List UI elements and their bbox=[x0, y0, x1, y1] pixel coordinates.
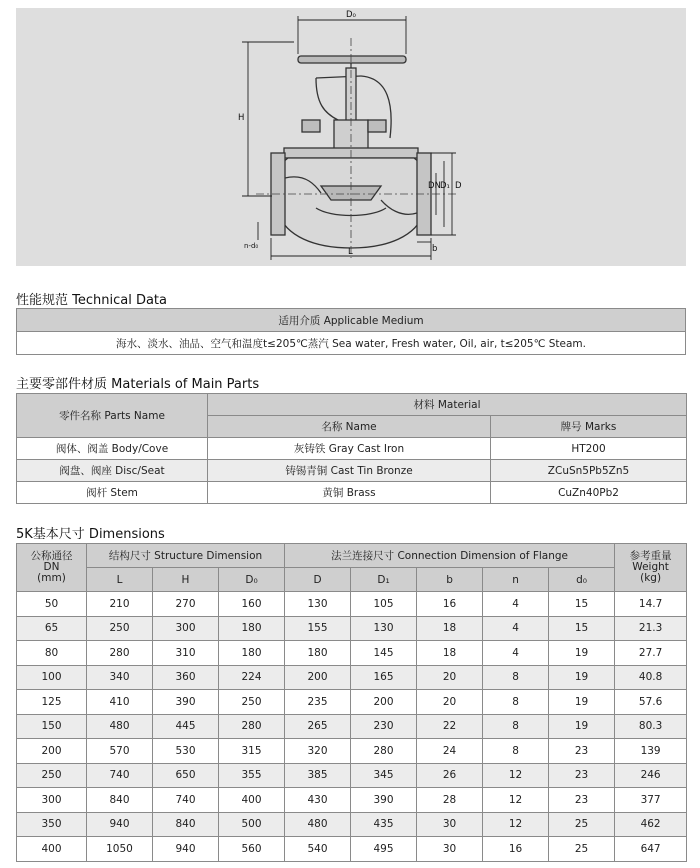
table-cell: 940 bbox=[153, 837, 219, 862]
table-cell: 105 bbox=[351, 592, 417, 617]
table-cell: 30 bbox=[417, 812, 483, 837]
table-cell: 310 bbox=[153, 641, 219, 666]
part-cell: 阀体、阀盖 Body/Cove bbox=[17, 438, 208, 460]
marks-header: 牌号 Marks bbox=[491, 416, 687, 438]
handwheel bbox=[298, 56, 406, 63]
table-cell: 15 bbox=[549, 592, 615, 617]
col-n-header: n bbox=[483, 568, 549, 592]
label-b: b bbox=[432, 244, 438, 254]
table-row bbox=[17, 438, 687, 460]
table-cell: 280 bbox=[351, 739, 417, 764]
table-cell: 30 bbox=[417, 837, 483, 862]
dimensions-heading: 5K基本尺寸 Dimensions bbox=[16, 527, 165, 542]
table-cell: 8 bbox=[483, 690, 549, 715]
valve-drawing bbox=[16, 8, 686, 266]
table-cell: 14.7 bbox=[615, 592, 687, 617]
dn-header: 公称通径 DN (mm) bbox=[17, 544, 87, 592]
label-l: L bbox=[348, 247, 353, 257]
table-cell: 480 bbox=[87, 714, 153, 739]
table-cell: 125 bbox=[17, 690, 87, 715]
table-cell: 4 bbox=[483, 616, 549, 641]
table-cell: 200 bbox=[17, 739, 87, 764]
table-cell: 15 bbox=[549, 616, 615, 641]
table-cell: 250 bbox=[219, 690, 285, 715]
table-cell: 130 bbox=[351, 616, 417, 641]
table-row bbox=[17, 592, 687, 617]
table-cell: 224 bbox=[219, 665, 285, 690]
part-cell: 阀盘、阀座 Disc/Seat bbox=[17, 460, 208, 482]
materials-heading: 主要零部件材质 Materials of Main Parts bbox=[16, 377, 260, 392]
table-cell: 340 bbox=[87, 665, 153, 690]
table-cell: 23 bbox=[549, 763, 615, 788]
parts-name-header: 零件名称 Parts Name bbox=[17, 394, 208, 438]
weight-header: 参考重量 Weight (kg) bbox=[615, 544, 687, 592]
table-cell: 150 bbox=[17, 714, 87, 739]
label-h: H bbox=[238, 113, 245, 123]
table-cell: 50 bbox=[17, 592, 87, 617]
table-cell: 12 bbox=[483, 763, 549, 788]
table-cell: 300 bbox=[153, 616, 219, 641]
col-small-d0-header: d₀ bbox=[549, 568, 615, 592]
table-cell: 26 bbox=[417, 763, 483, 788]
col-d0-header: D₀ bbox=[219, 568, 285, 592]
table-cell: 355 bbox=[219, 763, 285, 788]
table-cell: 8 bbox=[483, 714, 549, 739]
table-cell: 246 bbox=[615, 763, 687, 788]
table-cell: 280 bbox=[219, 714, 285, 739]
table-cell: 500 bbox=[219, 812, 285, 837]
label-n-d0: n-d₀ bbox=[244, 242, 259, 250]
table-row bbox=[17, 665, 687, 690]
table-cell: 165 bbox=[351, 665, 417, 690]
table-cell: 21.3 bbox=[615, 616, 687, 641]
valve-drawing-svg bbox=[16, 8, 686, 266]
table-cell: 480 bbox=[285, 812, 351, 837]
table-cell: 145 bbox=[351, 641, 417, 666]
table-cell: 19 bbox=[549, 690, 615, 715]
table-cell: 462 bbox=[615, 812, 687, 837]
label-dn: DN bbox=[428, 181, 441, 191]
table-cell: 495 bbox=[351, 837, 417, 862]
table-row bbox=[17, 763, 687, 788]
table-cell: 40.8 bbox=[615, 665, 687, 690]
table-row bbox=[17, 641, 687, 666]
table-cell: 647 bbox=[615, 837, 687, 862]
table-cell: 570 bbox=[87, 739, 153, 764]
table-cell: 940 bbox=[87, 812, 153, 837]
table-cell: 270 bbox=[153, 592, 219, 617]
table-cell: 320 bbox=[285, 739, 351, 764]
material-name-cell: 灰铸铁 Gray Cast Iron bbox=[208, 438, 491, 460]
table-row bbox=[17, 482, 687, 504]
table-cell: 435 bbox=[351, 812, 417, 837]
col-h-header: H bbox=[153, 568, 219, 592]
table-cell: 345 bbox=[351, 763, 417, 788]
table-cell: 210 bbox=[87, 592, 153, 617]
table-cell: 80.3 bbox=[615, 714, 687, 739]
table-cell: 315 bbox=[219, 739, 285, 764]
table-cell: 650 bbox=[153, 763, 219, 788]
label-d0: D₀ bbox=[346, 10, 356, 20]
table-cell: 28 bbox=[417, 788, 483, 813]
table-row bbox=[17, 690, 687, 715]
table-cell: 400 bbox=[17, 837, 87, 862]
table-cell: 385 bbox=[285, 763, 351, 788]
table-cell: 12 bbox=[483, 788, 549, 813]
technical-heading: 性能规范 Technical Data bbox=[16, 293, 167, 308]
structure-header: 结构尺寸 Structure Dimension bbox=[87, 544, 285, 568]
table-cell: 400 bbox=[219, 788, 285, 813]
marks-cell: HT200 bbox=[491, 438, 687, 460]
table-row bbox=[17, 460, 687, 482]
table-cell: 27.7 bbox=[615, 641, 687, 666]
table-cell: 19 bbox=[549, 665, 615, 690]
marks-cell: CuZn40Pb2 bbox=[491, 482, 687, 504]
table-cell: 280 bbox=[87, 641, 153, 666]
table-cell: 265 bbox=[285, 714, 351, 739]
table-cell: 23 bbox=[549, 788, 615, 813]
col-d-header: D bbox=[285, 568, 351, 592]
table-cell: 840 bbox=[87, 788, 153, 813]
label-d: D bbox=[455, 181, 462, 191]
table-cell: 530 bbox=[153, 739, 219, 764]
col-l-header: L bbox=[87, 568, 153, 592]
table-row bbox=[17, 616, 687, 641]
table-cell: 18 bbox=[417, 641, 483, 666]
table-cell: 250 bbox=[87, 616, 153, 641]
table-cell: 230 bbox=[351, 714, 417, 739]
table-cell: 160 bbox=[219, 592, 285, 617]
table-cell: 18 bbox=[417, 616, 483, 641]
table-row bbox=[17, 788, 687, 813]
table-cell: 410 bbox=[87, 690, 153, 715]
table-cell: 25 bbox=[549, 812, 615, 837]
material-name-cell: 黄铜 Brass bbox=[208, 482, 491, 504]
table-cell: 250 bbox=[17, 763, 87, 788]
table-cell: 8 bbox=[483, 739, 549, 764]
table-cell: 377 bbox=[615, 788, 687, 813]
table-cell: 300 bbox=[17, 788, 87, 813]
table-row bbox=[17, 714, 687, 739]
table-cell: 390 bbox=[351, 788, 417, 813]
table-cell: 16 bbox=[483, 837, 549, 862]
table-cell: 180 bbox=[219, 616, 285, 641]
table-cell: 840 bbox=[153, 812, 219, 837]
table-cell: 20 bbox=[417, 665, 483, 690]
label-d1: D₁ bbox=[440, 181, 450, 191]
table-row bbox=[17, 812, 687, 837]
marks-cell: ZCuSn5Pb5Zn5 bbox=[491, 460, 687, 482]
technical-table bbox=[16, 308, 686, 355]
table-cell: 65 bbox=[17, 616, 87, 641]
material-header: 材料 Material bbox=[208, 394, 687, 416]
table-cell: 25 bbox=[549, 837, 615, 862]
table-cell: 200 bbox=[285, 665, 351, 690]
table-cell: 390 bbox=[153, 690, 219, 715]
material-name-cell: 铸锡青铜 Cast Tin Bronze bbox=[208, 460, 491, 482]
materials-table bbox=[16, 393, 687, 504]
table-cell: 360 bbox=[153, 665, 219, 690]
table-cell: 1050 bbox=[87, 837, 153, 862]
table-cell: 740 bbox=[87, 763, 153, 788]
table-cell: 19 bbox=[549, 641, 615, 666]
table-cell: 180 bbox=[219, 641, 285, 666]
table-cell: 4 bbox=[483, 592, 549, 617]
table-cell: 200 bbox=[351, 690, 417, 715]
flange-header: 法兰连接尺寸 Connection Dimension of Flange bbox=[285, 544, 615, 568]
table-cell: 57.6 bbox=[615, 690, 687, 715]
table-cell: 740 bbox=[153, 788, 219, 813]
col-d1-header: D₁ bbox=[351, 568, 417, 592]
table-cell: 19 bbox=[549, 714, 615, 739]
table-cell: 139 bbox=[615, 739, 687, 764]
table-cell: 24 bbox=[417, 739, 483, 764]
medium-header: 适用介质 Applicable Medium bbox=[17, 309, 686, 332]
table-cell: 155 bbox=[285, 616, 351, 641]
medium-value: 海水、淡水、油品、空气和温度t≤205℃蒸汽 Sea water, Fresh water, Oil, air, t≤205℃ Steam. bbox=[17, 332, 686, 355]
table-cell: 130 bbox=[285, 592, 351, 617]
table-cell: 22 bbox=[417, 714, 483, 739]
table-cell: 180 bbox=[285, 641, 351, 666]
table-cell: 20 bbox=[417, 690, 483, 715]
table-cell: 350 bbox=[17, 812, 87, 837]
table-row bbox=[17, 837, 687, 862]
table-cell: 23 bbox=[549, 739, 615, 764]
table-cell: 430 bbox=[285, 788, 351, 813]
table-cell: 12 bbox=[483, 812, 549, 837]
table-row bbox=[17, 739, 687, 764]
table-cell: 235 bbox=[285, 690, 351, 715]
table-cell: 560 bbox=[219, 837, 285, 862]
table-cell: 8 bbox=[483, 665, 549, 690]
table-cell: 445 bbox=[153, 714, 219, 739]
dimensions-table bbox=[16, 543, 687, 862]
table-cell: 4 bbox=[483, 641, 549, 666]
table-cell: 100 bbox=[17, 665, 87, 690]
table-cell: 80 bbox=[17, 641, 87, 666]
col-b-header: b bbox=[417, 568, 483, 592]
part-cell: 阀杆 Stem bbox=[17, 482, 208, 504]
table-cell: 16 bbox=[417, 592, 483, 617]
name-header: 名称 Name bbox=[208, 416, 491, 438]
table-cell: 540 bbox=[285, 837, 351, 862]
